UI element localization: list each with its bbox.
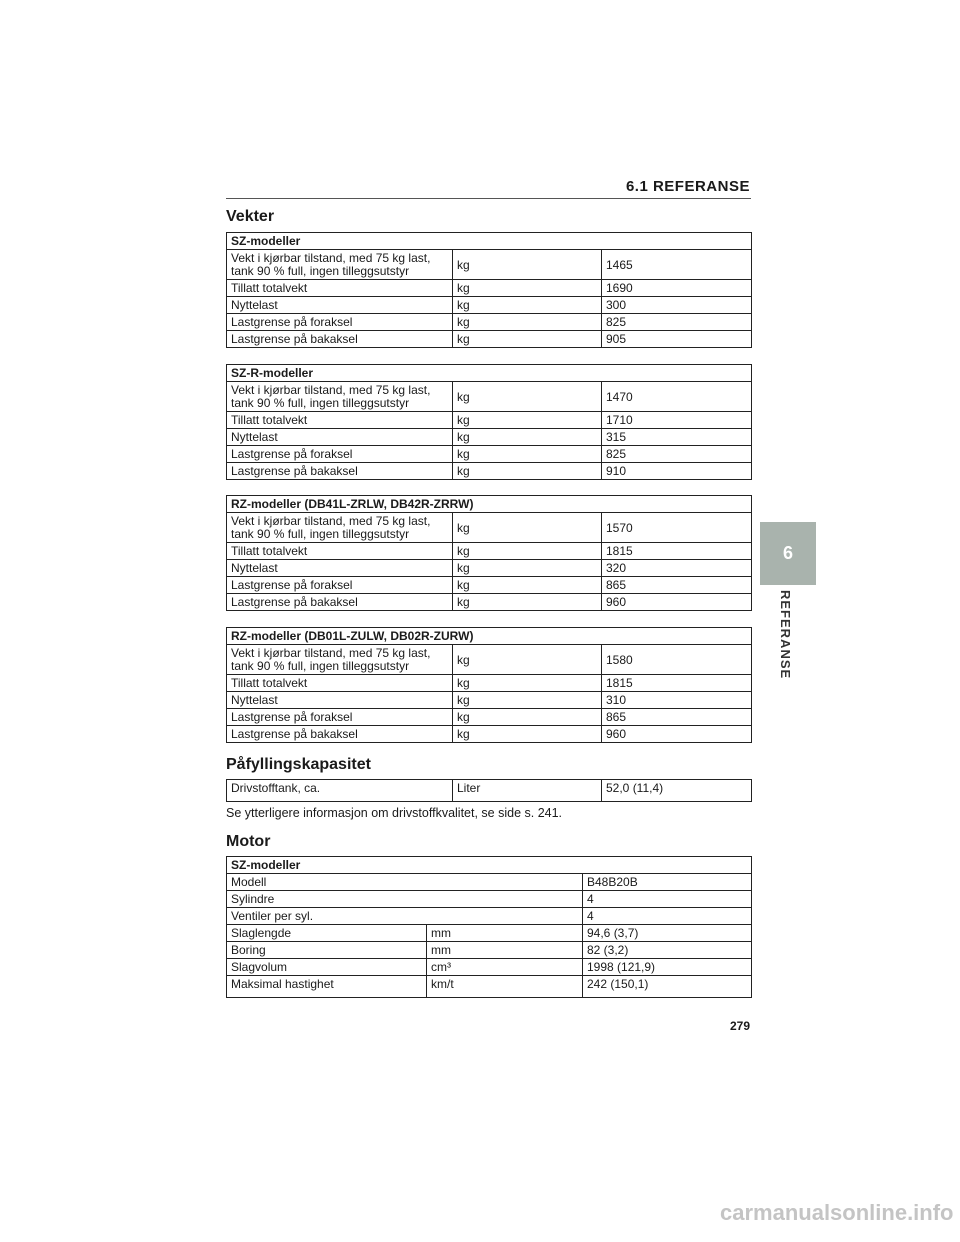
chapter-tab[interactable]: 6 — [760, 522, 816, 585]
weights-table-rz-zrlw — [226, 495, 752, 611]
motor-table — [226, 856, 752, 998]
table-row: Tillatt totalvekt kg 1815 — [227, 675, 752, 692]
table-row: Nyttelast kg 300 — [227, 297, 752, 314]
table-row: Modell B48B20B — [227, 874, 752, 891]
table-row: Lastgrense på bakaksel kg 910 — [227, 463, 752, 480]
table-row: Lastgrense på bakaksel kg 960 — [227, 726, 752, 743]
weights-table-sz — [226, 232, 752, 348]
fuel-quality-note: Se ytterligere informasjon om drivstoffkvalitet, se side s. 241. — [226, 806, 563, 820]
watermark: carmanualsonline.info — [720, 1200, 954, 1225]
table-heading: RZ-modeller (DB41L-ZRLW, DB42R-ZRRW) — [227, 496, 752, 513]
table-row: Vekt i kjørbar tilstand, med 75 kg last, tank 90 % full, ingen tilleggsutstyr kg 1465 — [227, 250, 752, 280]
table-row: Nyttelast kg 315 — [227, 429, 752, 446]
table-row: Slagvolum cm³ 1998 (121,9) — [227, 959, 752, 976]
table-row: Nyttelast kg 310 — [227, 692, 752, 709]
page-header-title: 6.1 REFERANSE — [625, 178, 750, 195]
table-row: Lastgrense på bakaksel kg 960 — [227, 594, 752, 611]
table-row: Maksimal hastighet km/t 242 (150,1) — [227, 976, 752, 998]
table-row: Boring mm 82 (3,2) — [227, 942, 752, 959]
table-row: Tillatt totalvekt kg 1710 — [227, 412, 752, 429]
table-heading: SZ-modeller — [227, 857, 752, 874]
table-heading: RZ-modeller (DB01L-ZULW, DB02R-ZURW) — [227, 628, 752, 645]
table-heading: SZ-R-modeller — [227, 365, 752, 382]
table-row: Nyttelast kg 320 — [227, 560, 752, 577]
table-row: Lastgrense på foraksel kg 865 — [227, 577, 752, 594]
weights-table-rz-zulw — [226, 627, 752, 743]
table-row: Vekt i kjørbar tilstand, med 75 kg last, tank 90 % full, ingen tilleggsutstyr kg 1570 — [227, 513, 752, 543]
header-divider — [226, 198, 751, 199]
capacity-table — [226, 779, 752, 802]
table-row: Tillatt totalvekt kg 1815 — [227, 543, 752, 560]
table-row: Vekt i kjørbar tilstand, med 75 kg last, tank 90 % full, ingen tilleggsutstyr kg 1470 — [227, 382, 752, 412]
table-row: Drivstofftank, ca. Liter 52,0 (11,4) — [227, 780, 752, 802]
section-title-capacity: Påfyllingskapasitet — [226, 756, 371, 773]
table-row: Lastgrense på bakaksel kg 905 — [227, 331, 752, 348]
table-heading: SZ-modeller — [227, 233, 752, 250]
weights-table-sz-r — [226, 364, 752, 480]
table-row: Sylindre 4 — [227, 891, 752, 908]
section-title-motor: Motor — [226, 833, 271, 850]
table-row: Lastgrense på foraksel kg 865 — [227, 709, 752, 726]
section-title-weights: Vekter — [226, 208, 275, 225]
table-row: Lastgrense på foraksel kg 825 — [227, 446, 752, 463]
table-row: Tillatt totalvekt kg 1690 — [227, 280, 752, 297]
table-row: Lastgrense på foraksel kg 825 — [227, 314, 752, 331]
page-number: 279 — [729, 1019, 750, 1033]
table-row: Vekt i kjørbar tilstand, med 75 kg last, tank 90 % full, ingen tilleggsutstyr kg 1580 — [227, 645, 752, 675]
table-row: Ventiler per syl. 4 — [227, 908, 752, 925]
table-row: Slaglengde mm 94,6 (3,7) — [227, 925, 752, 942]
chapter-tab-label: REFERANSE — [778, 590, 793, 680]
